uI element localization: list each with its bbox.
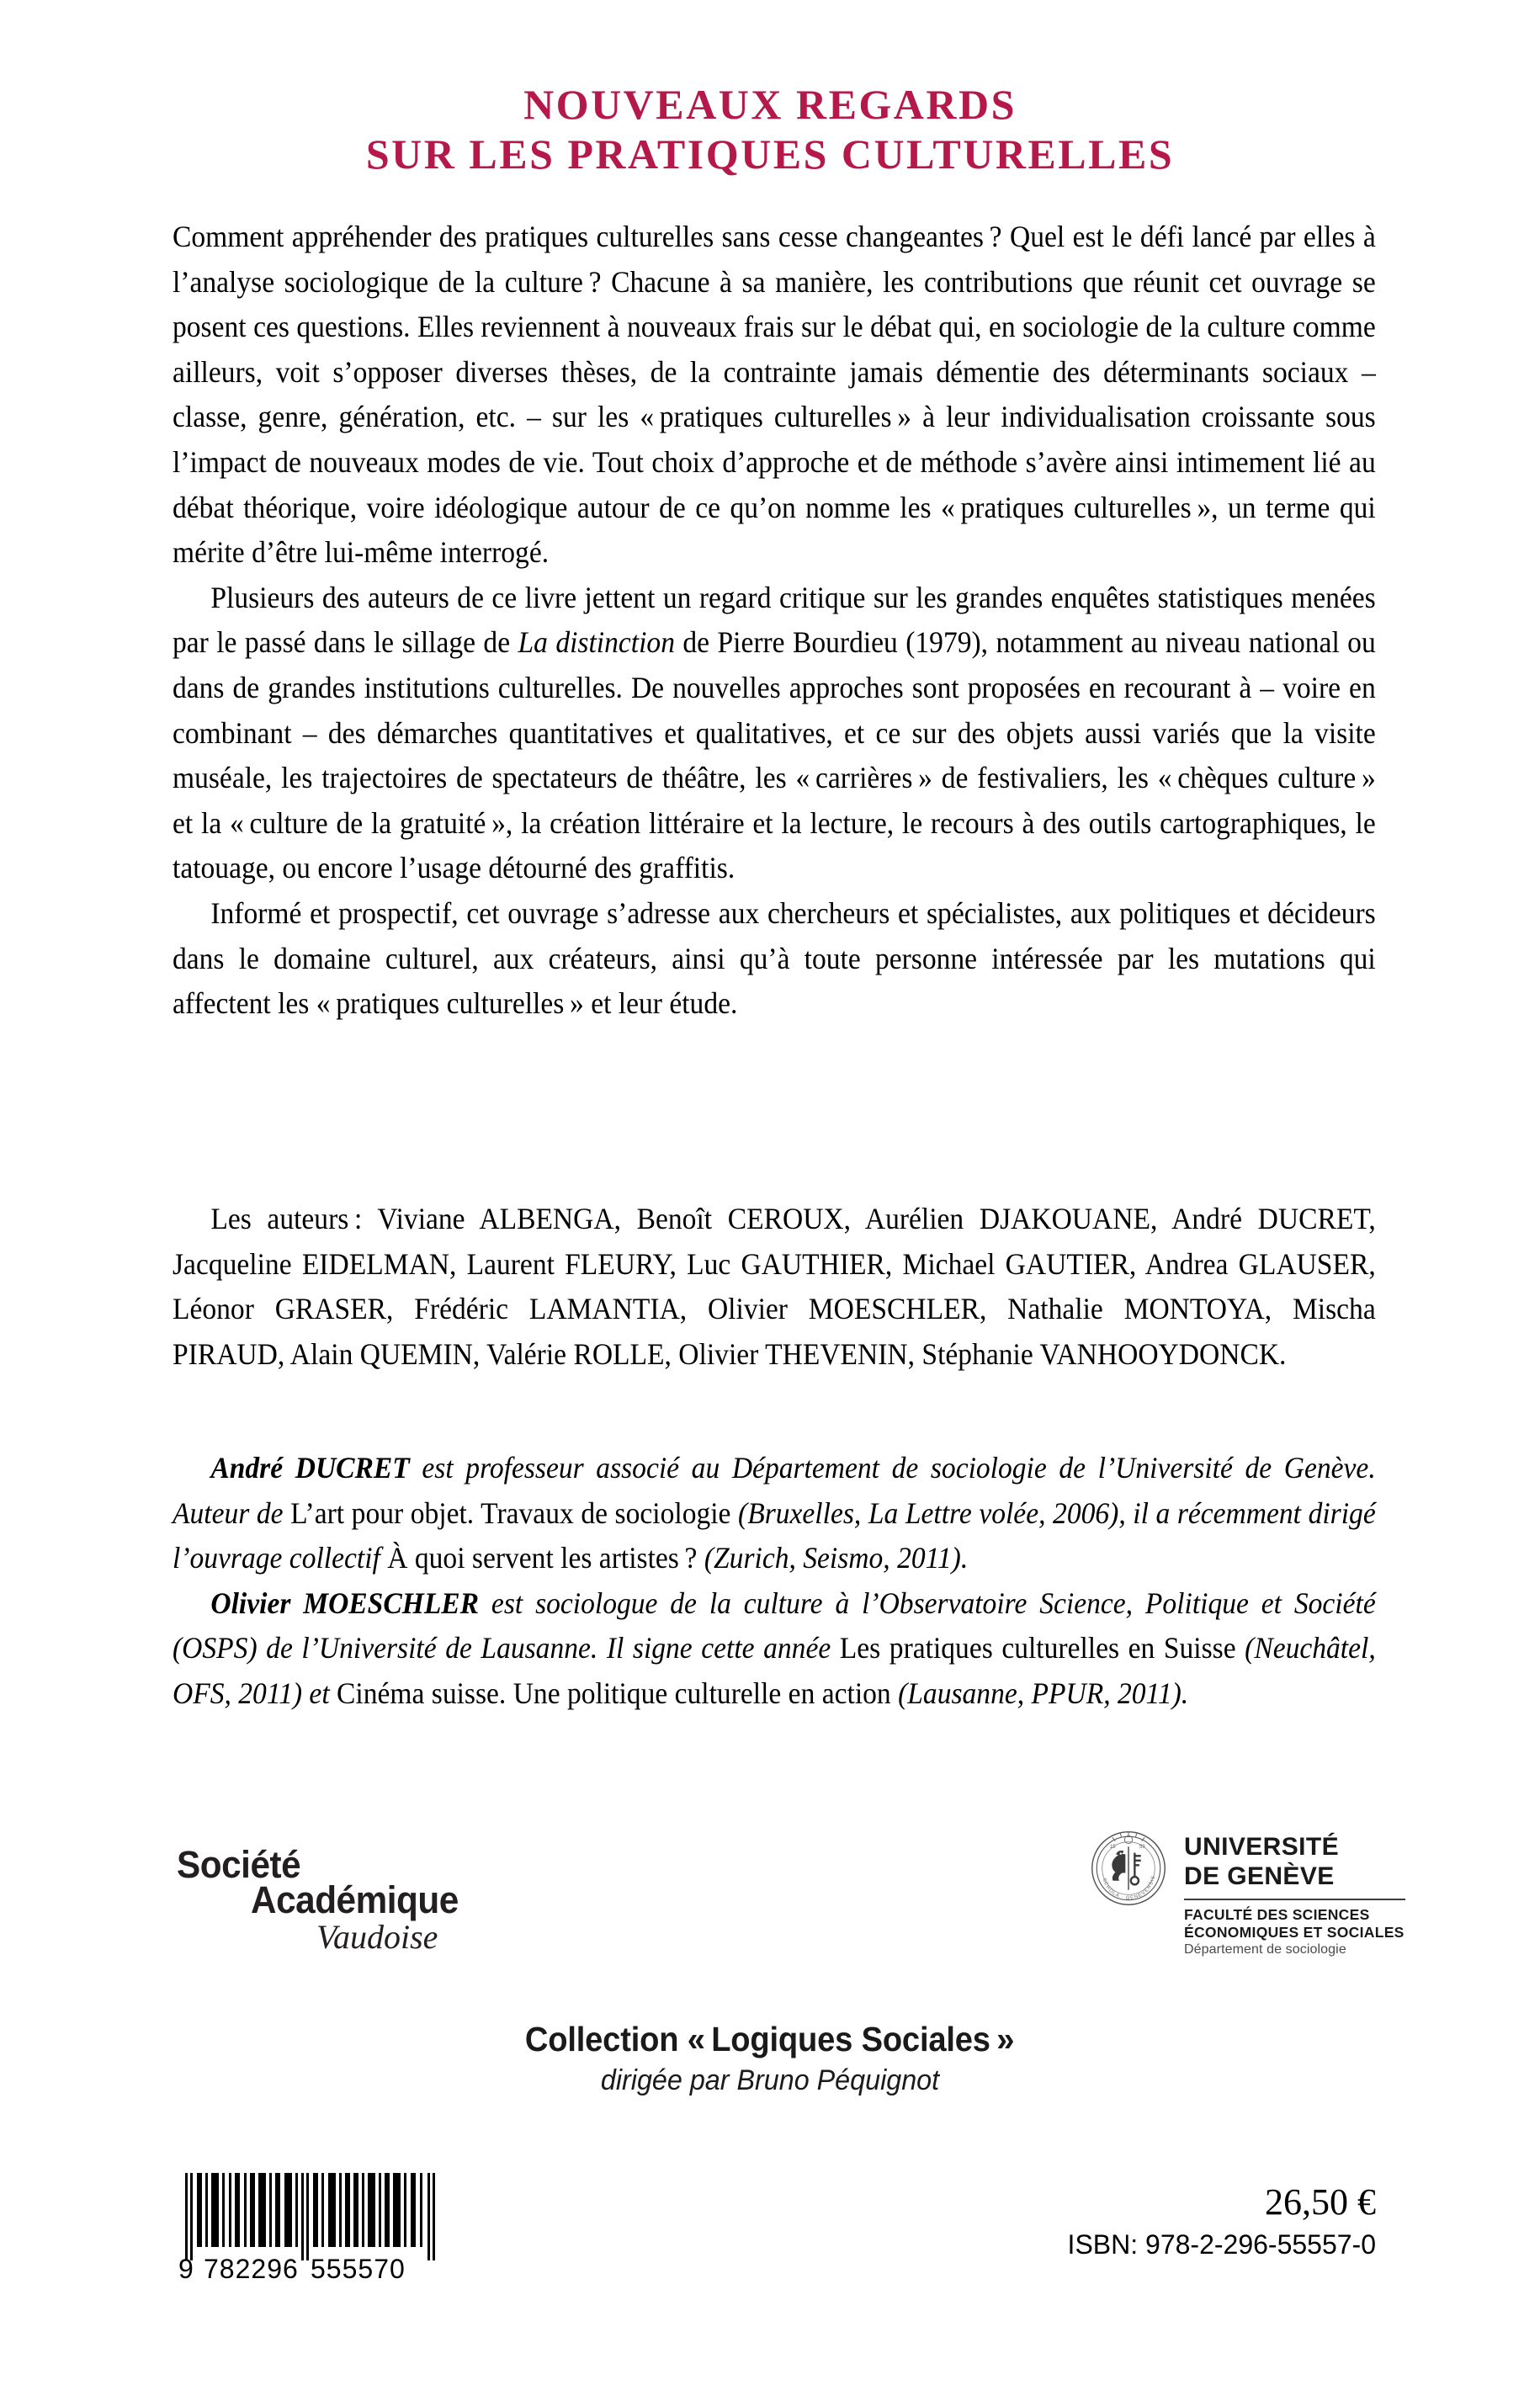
bio-ducret [173,1446,1376,1581]
blurb-paragraph-3 [173,891,1376,1027]
unige-faculty-line-1: FACULTÉ DES SCIENCES [1184,1906,1370,1923]
collection-section [0,2020,1540,2097]
authors-list: Les auteurs : Viviane ALBENGA, Benoît CEROUX, Aurélien DJAKOUANE, André DUCRET, Jacqueline EIDELMAN, Laurent FLEURY, Luc GAUTHIER, Michael GAUTIER, Andrea GLAUSER, Léonor GRASER, Frédéric LAMANTIA, Olivier MOESCHLER, Nathalie MONTOYA, Mischa PIRAUD, Alain QUEMIN, Valérie ROLLE, Olivier THEVENIN, Stéphanie VANHOOYDONCK. [173,1202,1376,1371]
blurb-text [173,215,1376,1027]
unige-faculty [1184,1906,1405,1941]
blurb-paragraph-2 [173,576,1376,891]
barcode-bars [178,2173,448,2260]
blurb-p1-text: Comment appréhender des pratiques culturelles sans cesse changeantes ? Quel est le défi lancé par elles à l’analyse sociologique de la culture ? Chacune à sa manière, les contributions que réunit cet ouvrage se posent ces questions. Elles reviennent à nouveaux frais sur le débat qui, en sociologie de la culture comme ailleurs, voit s’opposer diverses thèses, de la contrainte jamais démentie des déterminants sociaux – classe, genre, génération, etc. – sur les « pratiques culturelles » à leur individualisation croissante sous l’impact de nouveaux modes de vie. Tout choix d’approche et de méthode s’avère ainsi intimement lié au débat théorique, voire idéologique autour de ce qu’on nomme les « pratiques culturelles », un terme qui mérite d’être lui-même interrogé. [173,220,1376,570]
bio-moeschler-work-1: Les pratiques culturelles en Suisse [839,1631,1236,1665]
title-line-1: NOUVEAUX REGARDS [523,81,1017,128]
bio-ducret-work-2: À quoi servent les artistes ? [387,1541,698,1575]
sav-logo-line-2: Académique [251,1878,459,1921]
book-title-la-distinction: La distinction [518,625,675,660]
editor-biographies [173,1446,1376,1717]
collection-title: Collection « Logiques Sociales » [525,2020,1015,2058]
barcode-digit-group-right: 555570 [311,2254,406,2284]
unige-department: Département de sociologie [1184,1942,1346,1957]
svg-text:SCHOLA · GENEVENSIS: SCHOLA · GENEVENSIS [1101,1874,1157,1901]
bio-moeschler-text-2: (Neuchâtel, OFS, 2011) et [173,1631,1376,1710]
bio-moeschler [173,1581,1376,1717]
price-isbn-block [1068,2181,1376,2260]
blurb-p3-text: Informé et prospectif, cet ouvrage s’adresse aux chercheurs et spécialistes, aux politiques et décideurs dans le domaine culturel, aux créateurs, ainsi qu’à toute personne intéressée par les mutations qui affectent les « pratiques culturelles » et leur étude. [173,895,1376,1021]
collection-director: dirigée par Bruno Péquignot [600,2064,940,2096]
universite-de-geneve-logo [1090,1828,1405,1988]
barcode-digit-group-mid: 782296 [204,2254,299,2284]
bio-ducret-text-3: (Zurich, Seismo, 2011). [697,1541,969,1575]
unige-name-line-2: DE GENÈVE [1184,1862,1335,1890]
unige-name [1184,1832,1339,1891]
societe-academique-vaudoise-logo [177,1843,539,1986]
bio-moeschler-text-3: (Lausanne, PPUR, 2011). [890,1676,1189,1710]
book-title [173,80,1367,179]
title-line-2: SUR LES PRATIQUES CULTURELLES [365,130,1175,178]
barcode-digit-group-left: 9 [178,2254,194,2284]
unige-faculty-line-2: ÉCONOMIQUES ET SOCIALES [1184,1924,1405,1941]
sav-logo-line-3: Vaudoise [316,1918,438,1956]
sav-logo-line-1: Société [177,1843,301,1886]
authors-section [173,1197,1376,1377]
blurb-p2-text-b: de Pierre Bourdieu (1979), notamment au niveau national ou dans de grandes institutions culturelles. De nouvelles approches sont proposées en recourant à – voire en combinant – des démarches quantitatives et qualitatives, et ce sur des objets aussi variés que la visite muséale, les trajectoires de spectateurs de théâtre, les « carrières » de festivaliers, les « chèques culture » et la « culture de la gratuité », la création littéraire et la lecture, le recours à des outils cartographiques, le tatouage, ou encore l’usage détourné des graffitis. [173,625,1376,885]
svg-text:59: 59 [1139,1845,1145,1851]
isbn-barcode [178,2173,448,2291]
bio-ducret-text-1: est professeur associé au Département de sociologie de l’Université de Genève. Auteur de [173,1451,1376,1530]
bio-ducret-name: André DUCRET [210,1451,410,1485]
blurb-paragraph-1 [173,215,1376,576]
price: 26,50 € [1265,2181,1376,2223]
bio-moeschler-work-2: Cinéma suisse. Une politique culturelle en action [337,1676,891,1710]
unige-divider [1184,1899,1405,1900]
svg-text:15: 15 [1109,1845,1116,1851]
unige-seal-icon [1090,1830,1167,1907]
bio-ducret-work-1: L’art pour objet. Travaux de sociologie [290,1495,731,1530]
isbn: ISBN: 978-2-296-55557-0 [1067,2228,1376,2260]
bio-moeschler-text-1: est sociologue de la culture à l’Observatoire Science, Politique et Société (OSPS) de l’Université de Lausanne. Il signe cette année [173,1586,1376,1665]
blurb-p2-text-a: Plusieurs des auteurs de ce livre jettent un regard critique sur les grandes enquêtes statistiques menées par le passé dans le sillage de [173,580,1376,660]
bio-ducret-text-2: (Bruxelles, La Lettre volée, 2006), il a récemment dirigé l’ouvrage collectif [173,1495,1376,1575]
bio-moeschler-name: Olivier MOESCHLER [210,1586,480,1620]
unige-name-line-1: UNIVERSITÉ [1184,1833,1340,1861]
